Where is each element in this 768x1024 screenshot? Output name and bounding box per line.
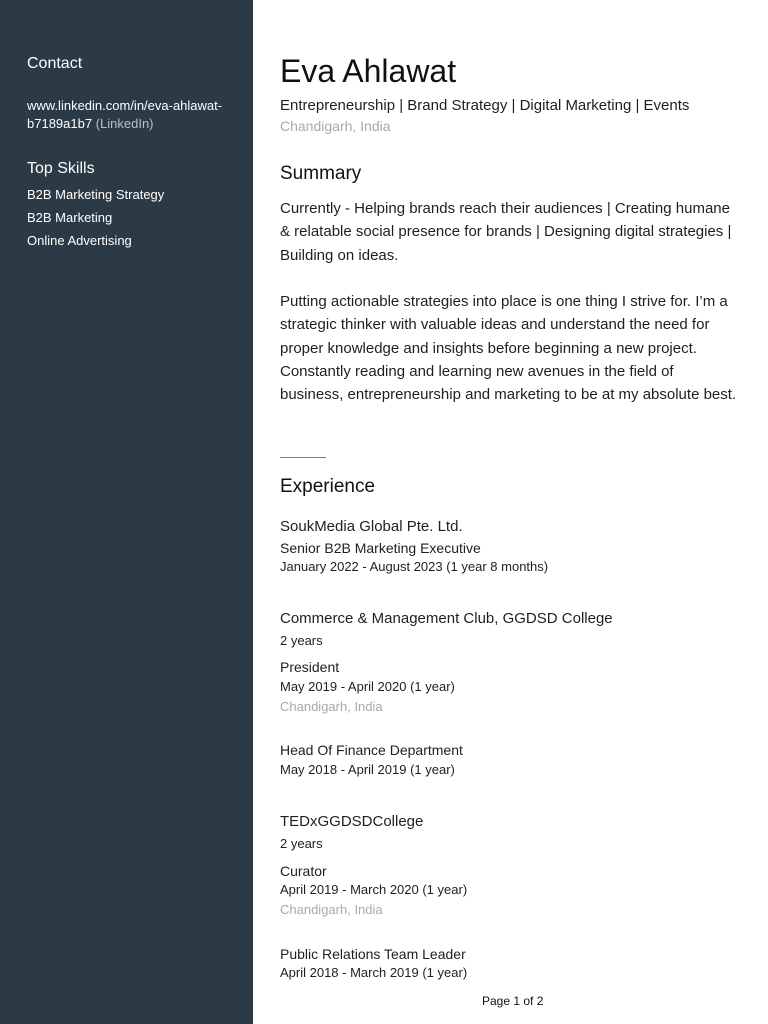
skill-item: B2B Marketing Strategy [27, 187, 165, 202]
summary-paragraph-1: Currently - Helping brands reach their audiences | Creating humane & relatable social presence for brands | Designing digital strategies | Building on ideas. [280, 200, 732, 264]
role-title: Curator [280, 863, 327, 879]
role-title: President [280, 659, 340, 675]
linkedin-label: (LinkedIn) [95, 116, 154, 131]
profile-name: Eva Ahlawat [280, 53, 457, 89]
contact-heading: Contact [27, 55, 83, 72]
summary-paragraph-2: Putting actionable strategies into place is one thing I strive for. I’m a strategic thinker with valuable ideas and understand the need for proper knowledge and insights before beginning a new project. Constantly reading and learning new avenues in the field of business, entrepreneurship and marketing to be at my absolute best. [280, 293, 737, 404]
role-dates: April 2018 - March 2019 (1 year) [280, 965, 468, 980]
company-tenure: 2 years [280, 633, 323, 648]
profile-location: Chandigarh, India [280, 118, 391, 134]
page-number: Page 1 of 2 [482, 994, 544, 1008]
company-name: Commerce & Management Club, GGDSD College [280, 610, 613, 627]
linkedin-link[interactable] [27, 97, 242, 133]
section-divider [280, 457, 326, 458]
company-name: TEDxGGDSDCollege [280, 813, 424, 830]
summary-title: Summary [280, 163, 362, 184]
sidebar [0, 0, 253, 1024]
role-title: Public Relations Team Leader [280, 946, 466, 962]
skill-item: B2B Marketing [27, 210, 113, 225]
linkedin-url[interactable]: www.linkedin.com/in/eva-ahlawat-b7189a1b7 [27, 98, 223, 131]
role-location: Chandigarh, India [280, 902, 383, 917]
role-location: Chandigarh, India [280, 699, 383, 714]
role-dates: January 2022 - August 2023 (1 year 8 months) [280, 559, 549, 574]
skill-item: Online Advertising [27, 233, 132, 248]
role-dates: May 2018 - April 2019 (1 year) [280, 762, 455, 777]
role-dates: May 2019 - April 2020 (1 year) [280, 679, 455, 694]
role-title: Head Of Finance Department [280, 742, 463, 758]
role-dates: April 2019 - March 2020 (1 year) [280, 882, 468, 897]
profile-headline: Entrepreneurship | Brand Strategy | Digital Marketing | Events [280, 97, 690, 114]
role-title: Senior B2B Marketing Executive [280, 540, 481, 556]
company-name: SoukMedia Global Pte. Ltd. [280, 518, 463, 535]
top-skills-heading: Top Skills [27, 160, 95, 177]
experience-title: Experience [280, 476, 376, 497]
company-tenure: 2 years [280, 836, 323, 851]
